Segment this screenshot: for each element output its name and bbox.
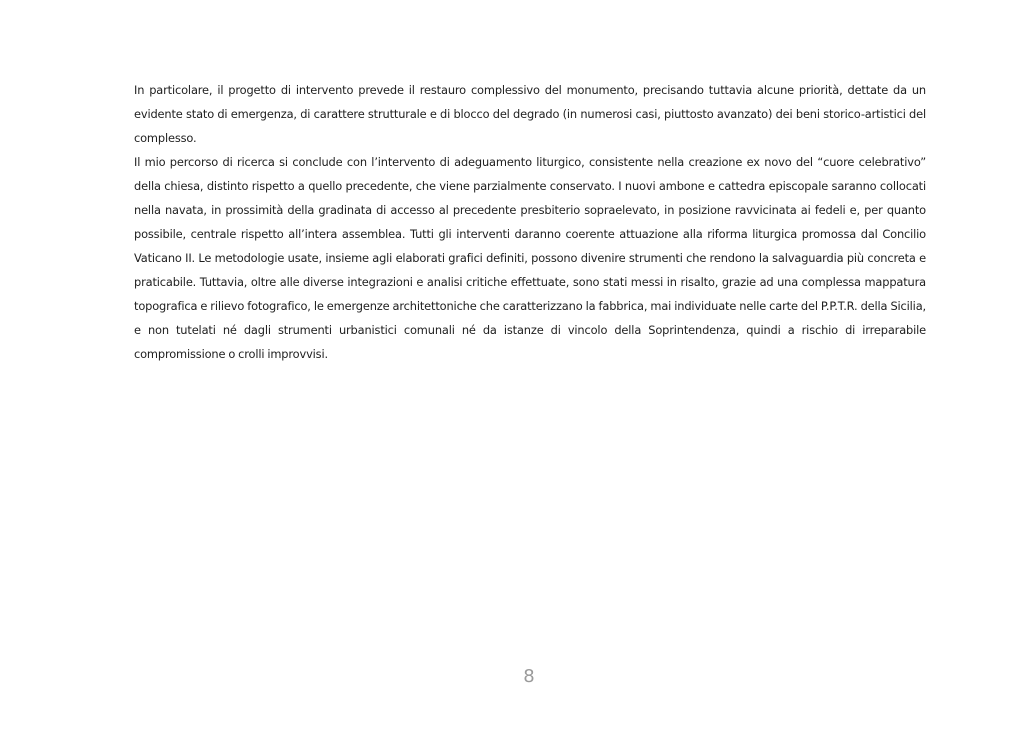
paragraph-1: In particolare, il progetto di intervento prevede il restauro complessivo del monumento, precisando tuttavia alcune priorità, dettate da un evidente stato di emergenza, di carattere strutturale e di blocco del degrado (in numerosi casi, piuttosto avanzato) dei beni storico-artistici del complesso. <box>134 83 926 145</box>
paragraph-2: Il mio percorso di ricerca si conclude con l’intervento di adeguamento liturgico, consistente nella creazione ex novo del “cuore celebrativo” della chiesa, distinto rispetto a quello precedente, che viene parzialmente conservato. I nuovi ambone e cattedra episcopale saranno collocati nella navata, in prossimità della gradinata di accesso al precedente presbiterio sopraelevato, in posizione ravvicinata ai fedeli e, per quanto possibile, centrale rispetto all’intera assemblea. Tutti gli interventi daranno coerente attuazione alla riforma liturgica promossa dal Concilio Vaticano II. Le metodologie usate, insieme agli elaborati grafici definiti, possono divenire strumenti che rendono la salvaguardia più concreta e praticabile. Tuttavia, oltre alle diverse integrazioni e analisi critiche effettuate, sono stati messi in risalto, grazie ad una complessa mappatura topografica e rilievo fotografico, le emergenze architettoniche che caratterizzano la fabbrica, mai individuate nelle carte del P.P.T.R. della Sicilia, e non tutelati né dagli strumenti urbanistici comunali né da istanze di vincolo della Soprintendenza, quindi a rischio di irreparabile compromissione o crolli improvvisi. <box>134 155 926 361</box>
page-number: 8 <box>523 666 535 687</box>
body-text <box>134 78 926 366</box>
